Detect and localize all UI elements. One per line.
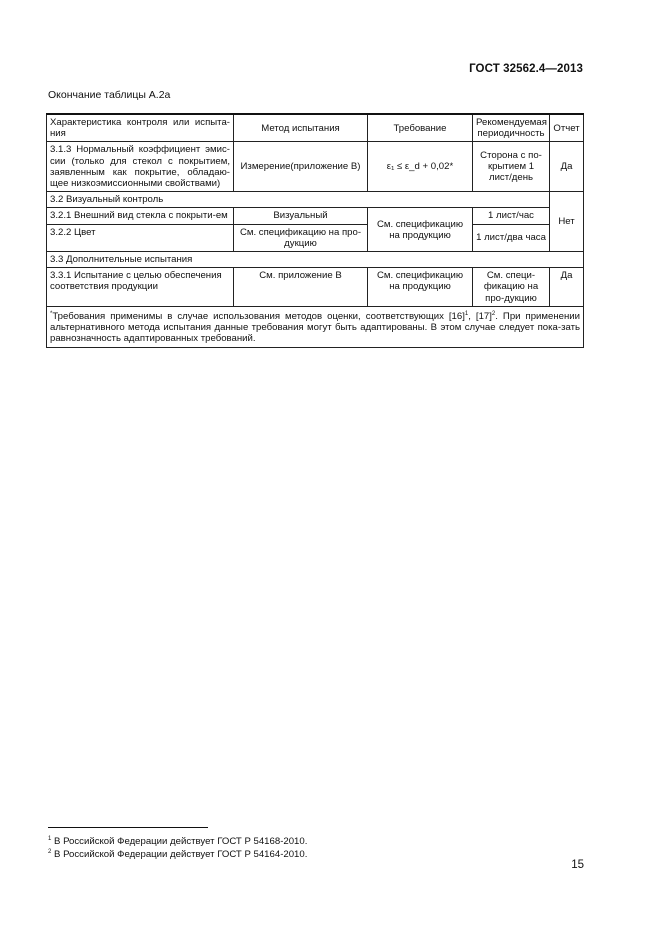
footnote-2	[48, 849, 307, 860]
footnote-divider	[48, 827, 208, 828]
table-caption: Окончание таблицы А.2а	[48, 89, 171, 101]
row-331-report: Да	[550, 268, 584, 307]
page-number: 15	[571, 859, 584, 871]
document-code: ГОСТ 32562.4—2013	[469, 63, 583, 75]
row-313-characteristic: 3.1.3 Нормальный коэффициент эмис-сии (только для стекол с покрытием, заявленным как покрытие, обладаю-щее низкоэмиссионными свойствами)	[47, 142, 234, 192]
table-row	[47, 208, 584, 224]
table-row	[47, 268, 584, 307]
header-report: Отчет	[550, 114, 584, 142]
footnote-1	[48, 836, 307, 847]
row-321-method: Визуальный	[234, 208, 368, 224]
note-marker: *	[50, 310, 53, 317]
row-32-requirement: См. спецификацию на продукцию	[368, 208, 473, 252]
row-32-report: Нет	[550, 192, 584, 252]
requirements-table	[46, 113, 584, 348]
note-text-b: , [17]	[468, 311, 492, 323]
header-periodicity: Рекомендуемая периодичность	[473, 114, 550, 142]
section-row	[47, 252, 584, 268]
note-ref-1: 1	[464, 310, 469, 317]
footnote-1-text: В Российской Федерации действует ГОСТ Р 54168-2010.	[51, 836, 308, 847]
header-method: Метод испытания	[234, 114, 368, 142]
row-331-periodicity: См. специ-фикацию на про-дукцию	[473, 268, 550, 307]
table-row	[47, 142, 584, 192]
table-note-row	[47, 306, 584, 347]
note-text-a: Требования применимы в случае использования методов оценки, соответствующих [16]	[52, 311, 465, 323]
row-313-requirement: ε₁ ≤ ε_d + 0,02*	[368, 142, 473, 192]
row-313-report: Да	[550, 142, 584, 192]
header-characteristic: Характеристика контроля или испыта-ния	[47, 114, 234, 142]
row-313-periodicity: Сторона с по-крытием 1 лист/день	[473, 142, 550, 192]
table-row	[47, 224, 584, 251]
row-331-method: См. приложение В	[234, 268, 368, 307]
section-33-title: 3.3 Дополнительные испытания	[47, 252, 584, 268]
row-321-periodicity: 1 лист/час	[473, 208, 550, 224]
note-ref-2: 2	[491, 310, 496, 317]
row-331-requirement: См. спецификацию на продукцию	[368, 268, 473, 307]
note-text-c: . При применении альтернативного метода испытания данные требования могут быть адаптированы. В этом случае следует пока-зать равнозначность адаптированных требований.	[50, 311, 581, 345]
section-32-title: 3.2 Визуальный контроль	[47, 192, 550, 208]
section-row	[47, 192, 584, 208]
row-313-method: Измерение(приложение В)	[234, 142, 368, 192]
row-321-characteristic: 3.2.1 Внешний вид стекла с покрыти-ем	[47, 208, 234, 224]
header-requirement: Требование	[368, 114, 473, 142]
table-note	[47, 306, 584, 347]
table-header-row	[47, 114, 584, 142]
footnote-2-number: 2	[48, 848, 52, 855]
row-322-periodicity: 1 лист/два часа	[473, 224, 550, 251]
row-322-characteristic: 3.2.2 Цвет	[47, 224, 234, 251]
row-331-characteristic: 3.3.1 Испытание с целью обеспечения соответствия продукции	[47, 268, 234, 307]
footnote-2-text: В Российской Федерации действует ГОСТ Р 54164-2010.	[51, 849, 308, 860]
row-322-method: См. спецификацию на про-дукцию	[234, 224, 368, 251]
footnote-1-number: 1	[48, 835, 52, 842]
